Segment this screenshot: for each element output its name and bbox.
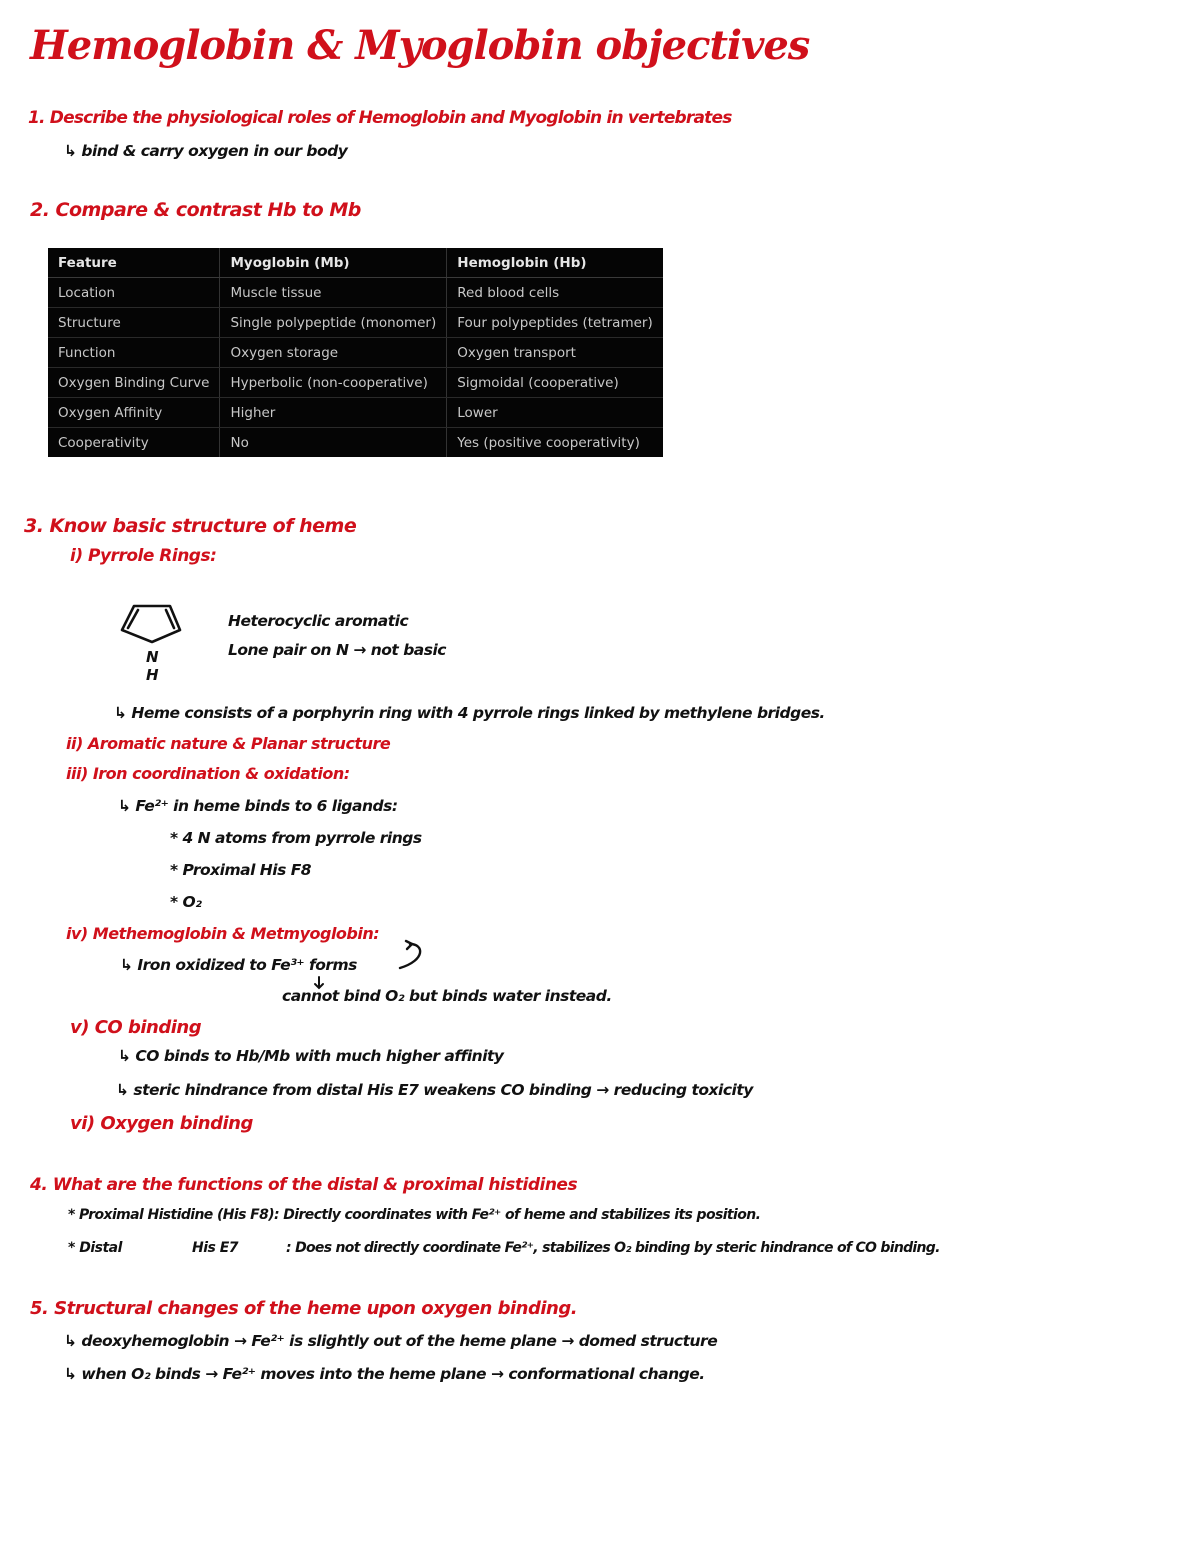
- table-header-cell: Feature: [48, 248, 220, 278]
- heme-note: ↳ Heme consists of a porphyrin ring with 4 pyrrole rings linked by methylene bridges.: [114, 704, 825, 722]
- section-4-heading: 4. What are the functions of the distal & proximal histidines: [30, 1175, 578, 1195]
- iron-ligands-note: ↳ Fe²⁺ in heme binds to 6 ligands:: [118, 797, 398, 815]
- pyrrole-n-label: N: [146, 648, 159, 666]
- table-cell: Oxygen storage: [220, 338, 447, 368]
- subpoint-iv: iv) Methemoglobin & Metmyoglobin:: [66, 924, 380, 943]
- table-cell: Cooperativity: [58, 434, 149, 451]
- table-row: [48, 338, 663, 368]
- section-2-heading: 2. Compare & contrast Hb to Mb: [30, 199, 361, 221]
- deoxyhemoglobin-note: ↳ deoxyhemoglobin → Fe²⁺ is slightly out of the heme plane → domed structure: [64, 1332, 718, 1350]
- table-cell: Yes (positive cooperativity): [447, 428, 663, 458]
- subpoint-iii: iii) Iron coordination & oxidation:: [66, 764, 350, 783]
- table-cell: Sigmoidal (cooperative): [447, 368, 663, 398]
- page-title: Hemoglobin & Myoglobin objectives: [30, 22, 810, 69]
- pyrrole-h-label: H: [146, 666, 159, 684]
- table-row: [48, 398, 663, 428]
- pyrrole-note-2: Lone pair on N → not basic: [228, 641, 446, 659]
- table-cell: Function: [48, 338, 220, 368]
- methemoglobin-note-2: cannot bind O₂ but binds water instead.: [282, 987, 612, 1005]
- table-row: [48, 428, 663, 458]
- table-cell: Oxygen Affinity: [48, 398, 220, 428]
- pyrrole-note-1: Heterocyclic aromatic: [228, 612, 409, 630]
- table-row: [48, 308, 663, 338]
- ligand-proximal-his: * Proximal His F8: [170, 861, 312, 879]
- subpoint-ii: ii) Aromatic nature & Planar structure: [66, 734, 391, 753]
- proximal-histidine-note: * Proximal Histidine (His F8): Directly coordinates with Fe²⁺ of heme and stabilizes its position.: [68, 1207, 761, 1223]
- table-cell: Four polypeptides (tetramer): [447, 308, 663, 338]
- table-cell: Muscle tissue: [220, 278, 447, 308]
- table-row: [48, 368, 663, 398]
- subpoint-i: i) Pyrrole Rings:: [70, 546, 217, 566]
- table-cell: Hyperbolic (non-cooperative): [220, 368, 447, 398]
- pyrrole-ring-diagram: [108, 598, 198, 690]
- distal-label: * Distal: [68, 1240, 122, 1256]
- table-cell: No: [220, 428, 447, 458]
- section-5-heading: 5. Structural changes of the heme upon oxygen binding.: [30, 1298, 578, 1319]
- table-header-row: [48, 248, 663, 278]
- table-header-cell: Hemoglobin (Hb): [447, 248, 663, 278]
- curved-arrow-icon: [396, 938, 432, 974]
- table-cell: Oxygen transport: [447, 338, 663, 368]
- section-1-heading: 1. Describe the physiological roles of Hemoglobin and Myoglobin in vertebrates: [28, 108, 732, 128]
- ligand-o2: * O₂: [170, 893, 202, 911]
- distal-histidine-note: : Does not directly coordinate Fe²⁺, stabilizes O₂ binding by steric hindrance of CO binding.: [286, 1240, 940, 1256]
- co-binding-note-2: ↳ steric hindrance from distal His E7 weakens CO binding → reducing toxicity: [116, 1081, 753, 1099]
- subpoint-v: v) CO binding: [70, 1017, 202, 1038]
- co-binding-note-1: ↳ CO binds to Hb/Mb with much higher affinity: [118, 1047, 504, 1065]
- table-cell: Location: [48, 278, 220, 308]
- distal-his-label: His E7: [192, 1240, 239, 1256]
- oxygen-binding-change-note: ↳ when O₂ binds → Fe²⁺ moves into the heme plane → conformational change.: [64, 1365, 705, 1383]
- table-row: [48, 278, 663, 308]
- comparison-table: [48, 248, 663, 457]
- table-cell: Structure: [48, 308, 220, 338]
- methemoglobin-note-1: ↳ Iron oxidized to Fe³⁺ forms: [120, 956, 357, 974]
- table-header-cell: Myoglobin (Mb): [220, 248, 447, 278]
- table-cell: Single polypeptide (monomer): [220, 308, 447, 338]
- table-cell: Lower: [447, 398, 663, 428]
- table-cell: Higher: [220, 398, 447, 428]
- ligand-pyrrole-n: * 4 N atoms from pyrrole rings: [170, 829, 422, 847]
- table-cell: Red blood cells: [447, 278, 663, 308]
- subpoint-vi: vi) Oxygen binding: [70, 1113, 253, 1134]
- table-cell: Oxygen Binding Curve: [48, 368, 220, 398]
- section-3-heading: 3. Know basic structure of heme: [24, 515, 357, 537]
- section-1-note: ↳ bind & carry oxygen in our body: [64, 142, 348, 160]
